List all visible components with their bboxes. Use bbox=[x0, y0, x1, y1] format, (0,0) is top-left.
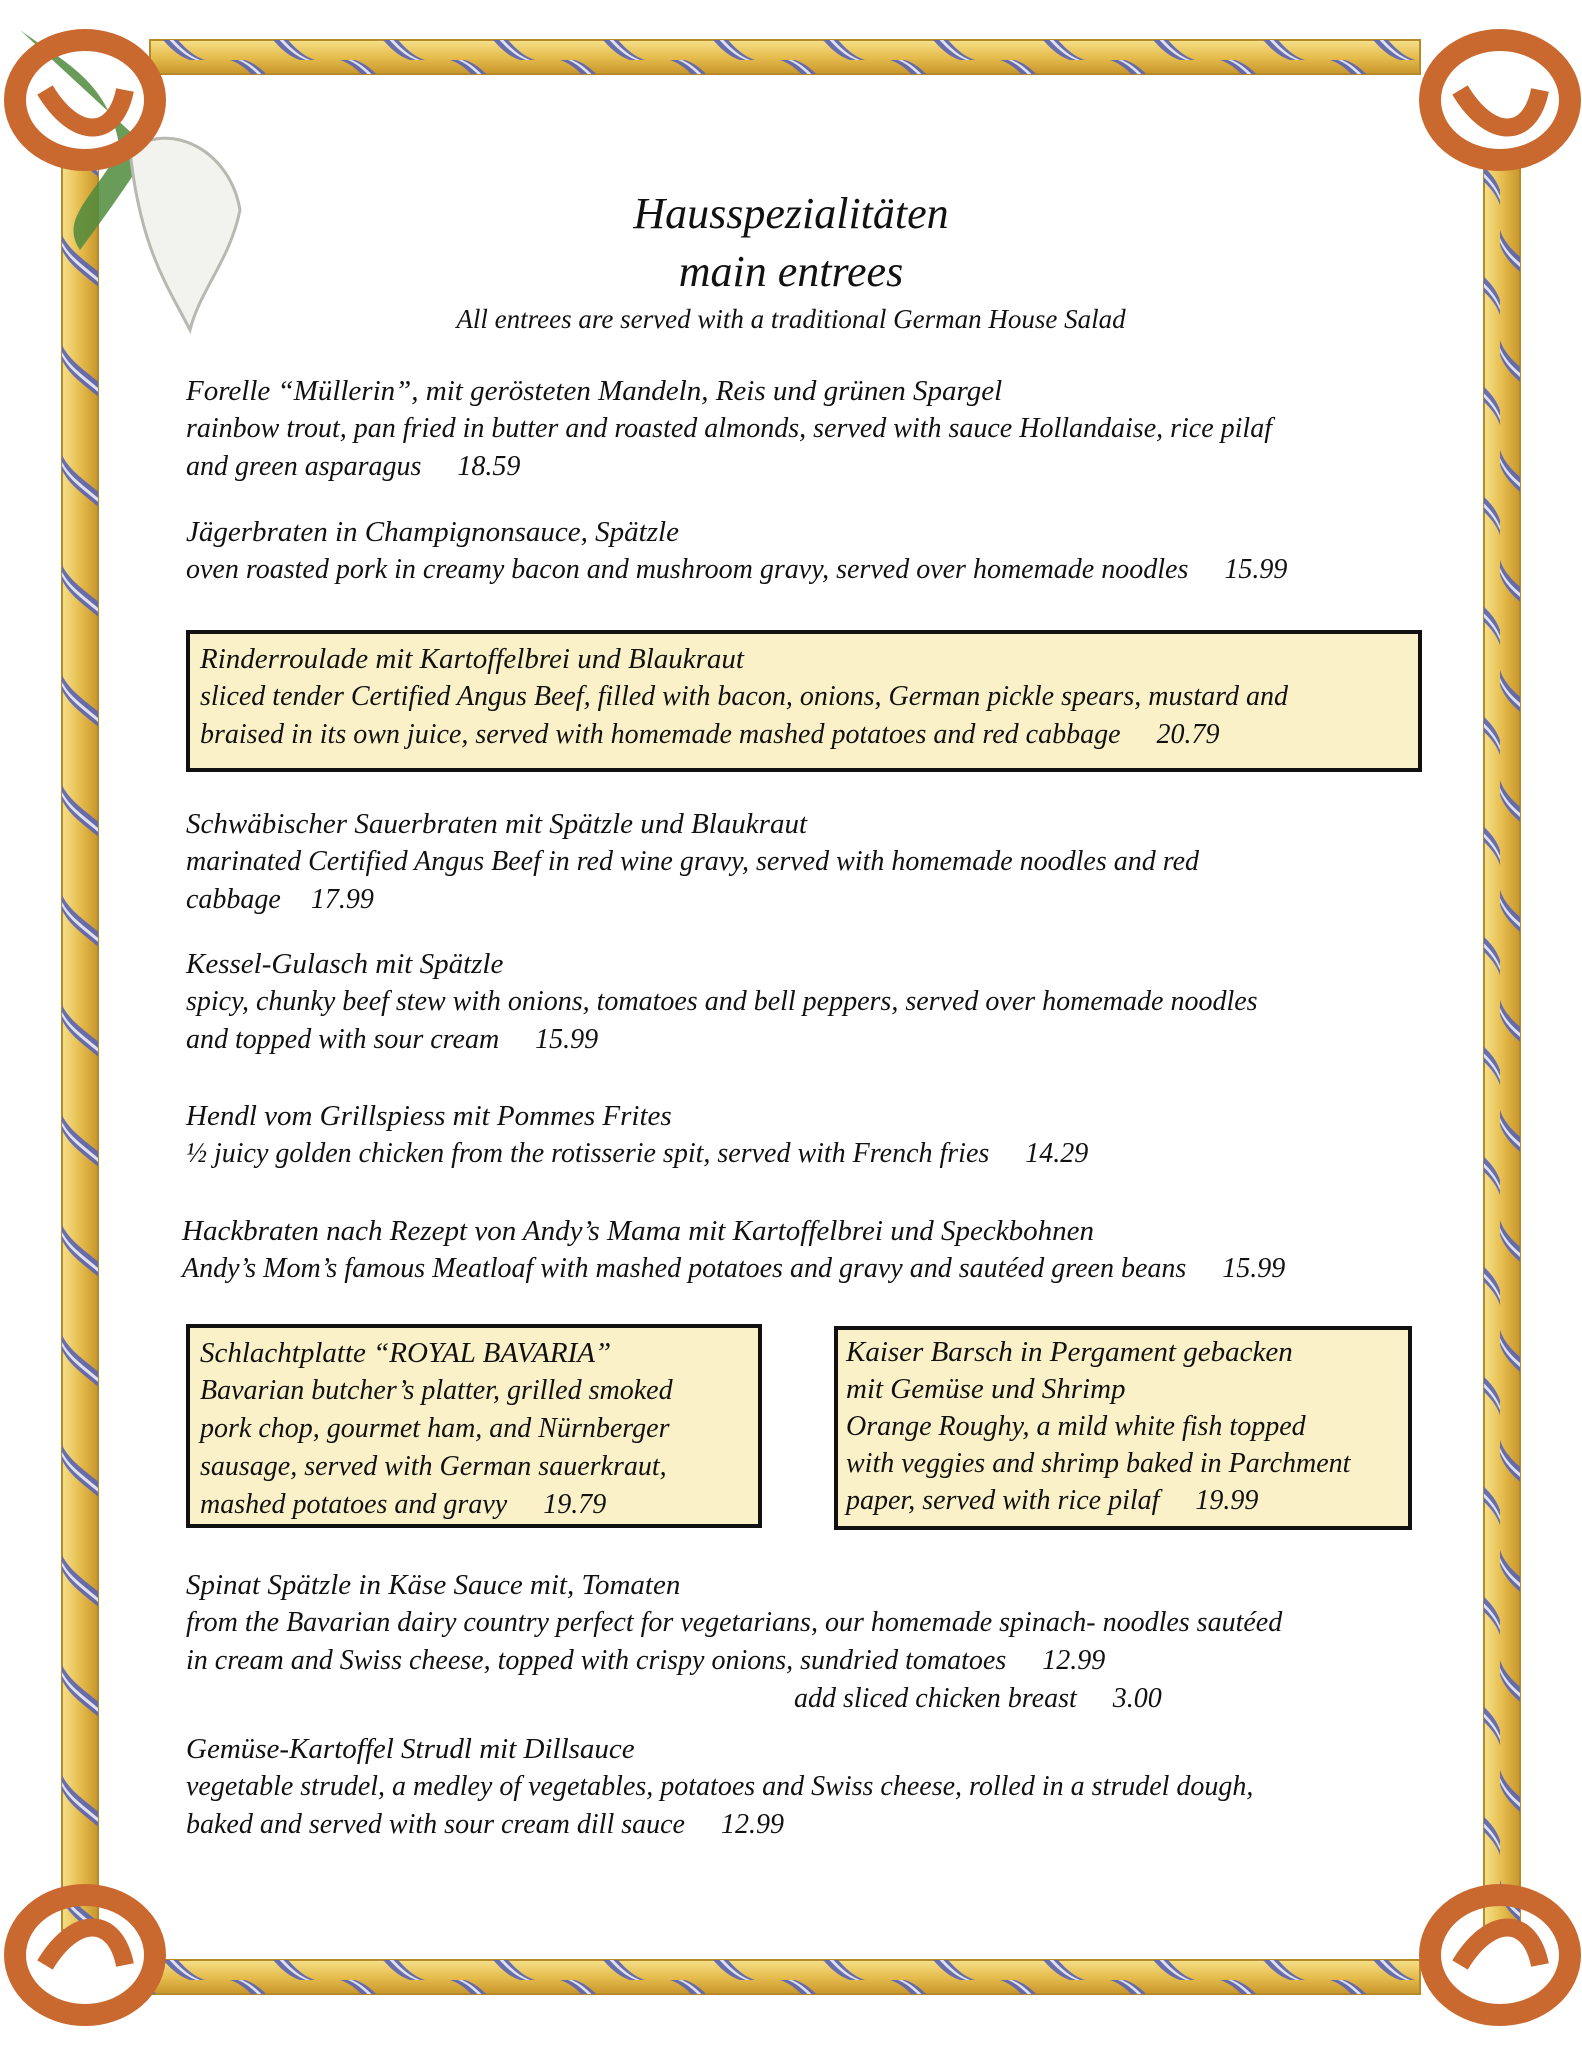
menu-item-name: Gemüse-Kartoffel Strudl mit Dillsauce bbox=[186, 1733, 635, 1765]
addon-label: add sliced chicken breast bbox=[794, 1683, 1077, 1714]
menu-subtitle: main entrees bbox=[678, 247, 904, 296]
featured-item-box bbox=[186, 630, 1422, 772]
menu-item bbox=[200, 640, 1408, 754]
featured-item-box bbox=[834, 1326, 1412, 1530]
menu-item-description: sausage, served with German sauerkraut, bbox=[200, 1451, 667, 1482]
menu-item-description: Andy’s Mom’s famous Meatloaf with mashed potatoes and gravy and sautéed green beans bbox=[182, 1253, 1187, 1284]
menu-item-description: cabbage bbox=[186, 884, 281, 915]
menu-item bbox=[186, 1097, 1426, 1173]
menu-item-description: braised in its own juice, served with homemade mashed potatoes and red cabbage bbox=[200, 719, 1121, 750]
addon-price: 3.00 bbox=[1112, 1683, 1162, 1714]
menu-item-description: marinated Certified Angus Beef in red wine gravy, served with homemade noodles and red bbox=[186, 846, 1200, 877]
menu-item-description: ½ juicy golden chicken from the rotisserie spit, served with French fries bbox=[186, 1138, 990, 1169]
featured-item-box bbox=[186, 1324, 762, 1528]
menu-item-price: 15.99 bbox=[535, 1024, 599, 1055]
menu-item bbox=[200, 1334, 748, 1524]
menu-item-name: Schwäbischer Sauerbraten mit Spätzle und Blaukraut bbox=[186, 808, 808, 840]
menu-item-name: Hackbraten nach Rezept von Andy’s Mama mit Kartoffelbrei und Speckbohnen bbox=[182, 1215, 1094, 1247]
menu-item-description: oven roasted pork in creamy bacon and mushroom gravy, served over homemade noodles bbox=[186, 554, 1189, 585]
menu-item-name: Hendl vom Grillspiess mit Pommes Frites bbox=[186, 1100, 672, 1132]
menu-item-name: Kessel-Gulasch mit Spätzle bbox=[186, 948, 504, 980]
menu-item-description: pork chop, gourmet ham, and Nürnberger bbox=[200, 1413, 670, 1444]
menu-item-name: Spinat Spätzle in Käse Sauce mit, Tomaten bbox=[186, 1569, 681, 1601]
menu-item-name: Schlachtplatte “ROYAL BAVARIA” bbox=[200, 1337, 612, 1369]
menu-item bbox=[186, 1566, 1436, 1718]
menu-item-price: 12.99 bbox=[1042, 1645, 1106, 1676]
menu-item bbox=[186, 513, 1426, 589]
menu-item-description: Bavarian butcher’s platter, grilled smoked bbox=[200, 1375, 673, 1406]
menu-item-price: 19.79 bbox=[543, 1489, 607, 1520]
menu-item-description: mashed potatoes and gravy bbox=[200, 1489, 508, 1520]
pretzel-top-left-icon bbox=[15, 40, 155, 160]
menu-item-description: and green asparagus bbox=[186, 451, 422, 482]
menu-item-description: vegetable strudel, a medley of vegetables, potatoes and Swiss cheese, rolled in a strudel dough, bbox=[186, 1771, 1254, 1802]
menu-item bbox=[186, 372, 1406, 486]
menu-item-description: and topped with sour cream bbox=[186, 1024, 500, 1055]
menu-item-name: Jägerbraten in Champignonsauce, Spätzle bbox=[186, 516, 679, 548]
menu-item-price: 14.29 bbox=[1025, 1138, 1089, 1169]
menu-item bbox=[182, 1212, 1432, 1288]
pretzel-top-right-icon bbox=[1430, 40, 1570, 160]
menu-item-name: Forelle “Müllerin”, mit gerösteten Mandeln, Reis und grünen Spargel bbox=[186, 375, 1003, 407]
menu-item-description: sliced tender Certified Angus Beef, filled with bacon, onions, German pickle spears, mustard and bbox=[200, 681, 1288, 712]
menu-item-name: mit Gemüse und Shrimp bbox=[846, 1373, 1126, 1405]
menu-item bbox=[846, 1334, 1400, 1519]
menu-item-name: Kaiser Barsch in Pergament gebacken bbox=[846, 1336, 1293, 1368]
menu-item-description: baked and served with sour cream dill sauce bbox=[186, 1809, 685, 1840]
menu-item-description: in cream and Swiss cheese, topped with crispy onions, sundried tomatoes bbox=[186, 1645, 1007, 1676]
menu-item-price: 15.99 bbox=[1222, 1253, 1286, 1284]
menu-item-description: from the Bavarian dairy country perfect for vegetarians, our homemade spinach- noodles sautéed bbox=[186, 1607, 1283, 1638]
menu-item-price: 15.99 bbox=[1224, 554, 1288, 585]
menu-item bbox=[186, 1730, 1436, 1844]
menu-item-price: 17.99 bbox=[310, 884, 374, 915]
menu-item-description: Orange Roughy, a mild white fish topped bbox=[846, 1411, 1306, 1442]
menu-note: All entrees are served with a traditional German House Salad bbox=[456, 304, 1126, 334]
menu-item-description: rainbow trout, pan fried in butter and roasted almonds, served with sauce Hollandaise, rice pilaf bbox=[186, 413, 1272, 444]
menu-item-description: with veggies and shrimp baked in Parchment bbox=[846, 1448, 1351, 1479]
menu-title: Hausspezialitäten bbox=[633, 189, 949, 238]
menu-item-description: paper, served with rice pilaf bbox=[846, 1485, 1160, 1516]
menu-item-description: spicy, chunky beef stew with onions, tomatoes and bell peppers, served over homemade noodles bbox=[186, 986, 1258, 1017]
menu-item-price: 20.79 bbox=[1156, 719, 1220, 750]
menu-item-price: 18.59 bbox=[457, 451, 521, 482]
menu-item-name: Rinderroulade mit Kartoffelbrei und Blaukraut bbox=[200, 643, 744, 675]
menu-item-price: 19.99 bbox=[1195, 1485, 1259, 1516]
menu-item-price: 12.99 bbox=[720, 1809, 784, 1840]
menu-item bbox=[186, 945, 1426, 1059]
menu-item bbox=[186, 805, 1406, 919]
